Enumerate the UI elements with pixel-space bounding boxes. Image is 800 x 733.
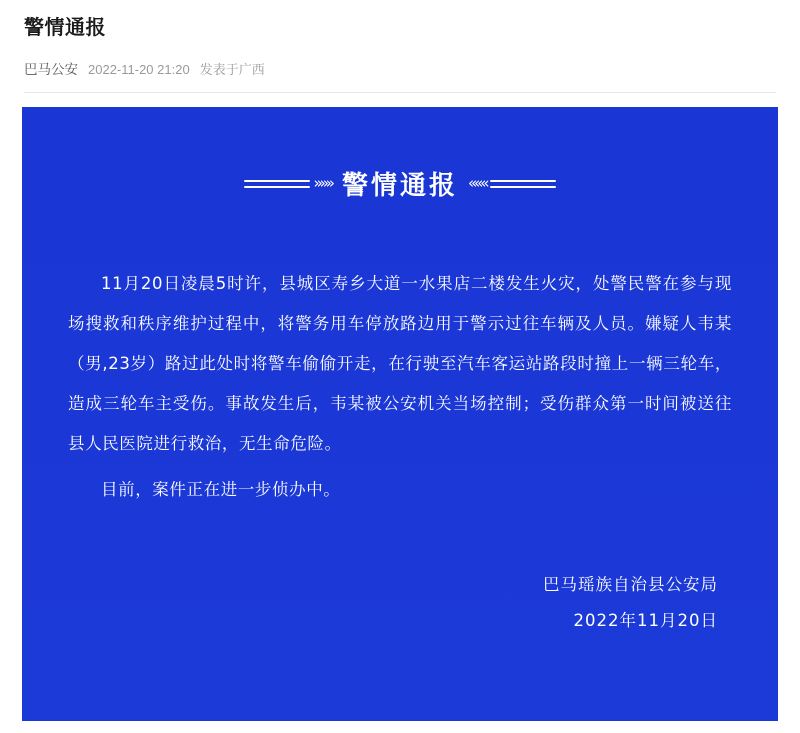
left-ornament-icon bbox=[244, 176, 332, 191]
poster-heading: 警情通报 bbox=[341, 171, 458, 201]
poster-paragraph: 目前，案件正在进一步侦办中。 bbox=[101, 480, 341, 499]
account-name[interactable]: 巴马公安 bbox=[24, 62, 78, 77]
right-chevrons-icon: ««« bbox=[468, 174, 487, 192]
article-header bbox=[0, 0, 800, 93]
poster-paragraph: 11月20日凌晨5时许，县城区寿乡大道一水果店二楼发生火灾，处警民警在参与现场搜救和秩序维护过程中，将警务用车停放路边用于警示过往车辆及人员。嫌疑人韦某（男,23岁）路过此处时将警车偷偷开走，在行驶至汽车客运站路段时撞上一辆三轮车，造成三轮车主受伤。事故发生后，韦某被公安机关当场控制；受伤群众第一时间被送往县人民医院进行救治，无生命危险。 bbox=[68, 274, 732, 453]
article-meta bbox=[24, 58, 776, 78]
publish-datetime: 2022-11-20 21:20 bbox=[88, 62, 190, 77]
publish-location: 发表于广西 bbox=[199, 62, 265, 77]
poster-signature bbox=[543, 567, 718, 639]
right-double-line-icon bbox=[490, 180, 556, 188]
signature-date: 2022年11月20日 bbox=[573, 611, 718, 630]
right-ornament-icon bbox=[468, 176, 556, 191]
left-double-line-icon bbox=[244, 180, 310, 188]
poster-body bbox=[68, 264, 732, 510]
poster-container bbox=[0, 93, 800, 721]
poster-title-row bbox=[22, 165, 778, 202]
signature-organization: 巴马瑶族自治县公安局 bbox=[543, 575, 718, 594]
left-chevrons-icon: »»» bbox=[313, 174, 332, 192]
page-title: 警情通报 bbox=[24, 17, 106, 39]
notice-poster bbox=[22, 107, 778, 721]
